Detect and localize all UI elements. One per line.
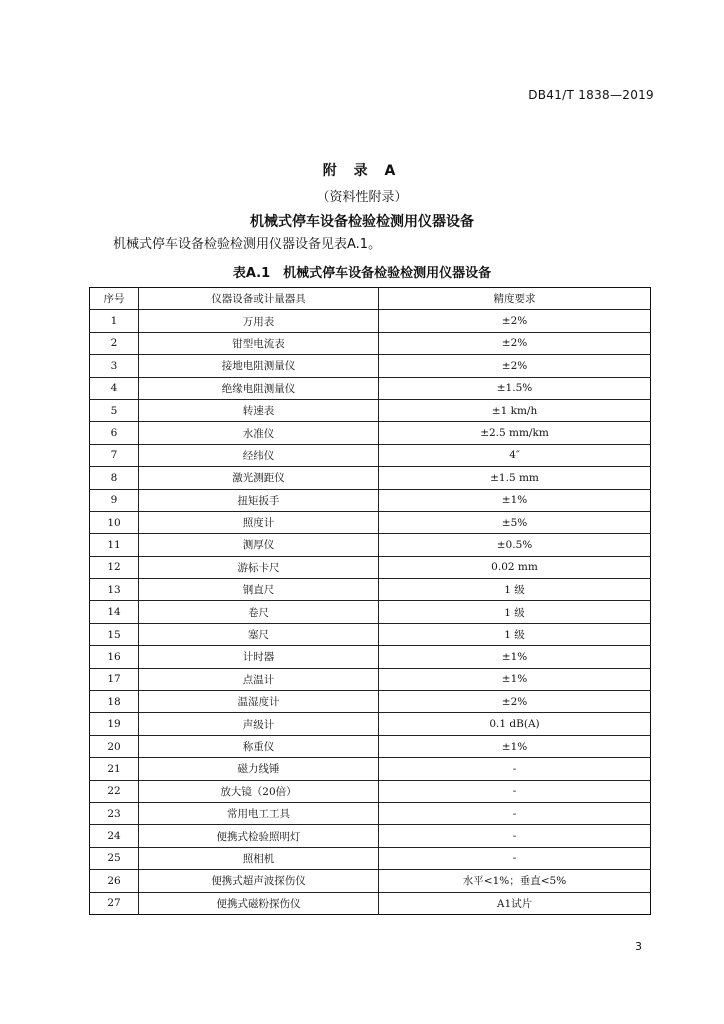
table-row <box>90 623 651 645</box>
table-row <box>90 511 651 533</box>
table-caption: 表A.1 机械式停车设备检验检测用仪器设备 <box>232 266 492 281</box>
cell-index: 13 <box>90 579 139 601</box>
cell-accuracy: 水平<1%；垂直<5% <box>379 870 651 892</box>
page-number: 3 <box>635 940 642 953</box>
table-header-row <box>90 288 651 310</box>
header-index: 序号 <box>90 288 139 310</box>
cell-index: 17 <box>90 668 139 690</box>
cell-instrument: 游标卡尺 <box>139 556 379 578</box>
cell-instrument: 塞尺 <box>139 623 379 645</box>
cell-accuracy: ±2% <box>379 691 651 713</box>
cell-instrument: 计时器 <box>139 646 379 668</box>
cell-index: 23 <box>90 802 139 824</box>
cell-instrument: 便携式检验照明灯 <box>139 825 379 847</box>
cell-index: 9 <box>90 489 139 511</box>
cell-accuracy: ±2.5 mm/km <box>379 422 651 444</box>
cell-accuracy: - <box>379 780 651 802</box>
cell-index: 6 <box>90 422 139 444</box>
cell-instrument: 钢直尺 <box>139 579 379 601</box>
cell-accuracy: ±1% <box>379 489 651 511</box>
header-accuracy: 精度要求 <box>379 288 651 310</box>
cell-instrument: 卷尺 <box>139 601 379 623</box>
cell-index: 8 <box>90 467 139 489</box>
cell-instrument: 放大镜（20倍） <box>139 780 379 802</box>
cell-instrument: 磁力线锤 <box>139 758 379 780</box>
cell-index: 12 <box>90 556 139 578</box>
table-row <box>90 489 651 511</box>
cell-accuracy: 0.1 dB(A) <box>379 713 651 735</box>
cell-accuracy: ±2% <box>379 310 651 332</box>
table-row <box>90 422 651 444</box>
cell-accuracy: ±1% <box>379 646 651 668</box>
table-row <box>90 444 651 466</box>
cell-index: 25 <box>90 847 139 869</box>
table-row <box>90 310 651 332</box>
cell-index: 2 <box>90 332 139 354</box>
table-row <box>90 579 651 601</box>
cell-accuracy: ±1.5 mm <box>379 467 651 489</box>
cell-accuracy: ±1 km/h <box>379 399 651 421</box>
standard-code: DB41/T 1838—2019 <box>528 88 654 102</box>
table-row <box>90 713 651 735</box>
table-row <box>90 780 651 802</box>
cell-index: 10 <box>90 511 139 533</box>
table-row <box>90 758 651 780</box>
instrument-table <box>89 287 651 915</box>
cell-index: 7 <box>90 444 139 466</box>
cell-instrument: 水准仪 <box>139 422 379 444</box>
cell-index: 16 <box>90 646 139 668</box>
cell-instrument: 接地电阻测量仪 <box>139 355 379 377</box>
cell-accuracy: 1 级 <box>379 623 651 645</box>
cell-instrument: 激光测距仪 <box>139 467 379 489</box>
cell-accuracy: ±0.5% <box>379 534 651 556</box>
cell-accuracy: - <box>379 847 651 869</box>
table-row <box>90 399 651 421</box>
cell-instrument: 温湿度计 <box>139 691 379 713</box>
table-row <box>90 332 651 354</box>
cell-index: 3 <box>90 355 139 377</box>
table-row <box>90 556 651 578</box>
appendix-title: 机械式停车设备检验检测用仪器设备 <box>250 214 474 230</box>
table-row <box>90 534 651 556</box>
cell-accuracy: A1试片 <box>379 892 651 914</box>
cell-index: 5 <box>90 399 139 421</box>
cell-index: 24 <box>90 825 139 847</box>
cell-instrument: 点温计 <box>139 668 379 690</box>
cell-accuracy: 1 级 <box>379 601 651 623</box>
cell-instrument: 绝缘电阻测量仪 <box>139 377 379 399</box>
cell-instrument: 便携式超声波探伤仪 <box>139 870 379 892</box>
cell-accuracy: 4″ <box>379 444 651 466</box>
table-row <box>90 377 651 399</box>
cell-instrument: 便携式磁粉探伤仪 <box>139 892 379 914</box>
header-instrument: 仪器设备或计量器具 <box>139 288 379 310</box>
table-row <box>90 802 651 824</box>
cell-instrument: 照相机 <box>139 847 379 869</box>
appendix-type: （资料性附录） <box>316 190 408 205</box>
appendix-label: 附 录 A <box>322 163 402 179</box>
table-row <box>90 668 651 690</box>
cell-instrument: 常用电工工具 <box>139 802 379 824</box>
cell-index: 1 <box>90 310 139 332</box>
cell-index: 22 <box>90 780 139 802</box>
cell-index: 20 <box>90 735 139 757</box>
cell-accuracy: ±2% <box>379 355 651 377</box>
cell-index: 11 <box>90 534 139 556</box>
cell-accuracy: 1 级 <box>379 579 651 601</box>
table-row <box>90 825 651 847</box>
cell-accuracy: ±2% <box>379 332 651 354</box>
cell-index: 15 <box>90 623 139 645</box>
cell-index: 21 <box>90 758 139 780</box>
table-row <box>90 892 651 914</box>
cell-accuracy: ±1% <box>379 668 651 690</box>
table-row <box>90 847 651 869</box>
table-row <box>90 467 651 489</box>
cell-instrument: 万用表 <box>139 310 379 332</box>
cell-accuracy: - <box>379 802 651 824</box>
cell-index: 18 <box>90 691 139 713</box>
intro-paragraph: 机械式停车设备检验检测用仪器设备见表A.1。 <box>113 237 382 252</box>
table-row <box>90 355 651 377</box>
cell-accuracy: ±1.5% <box>379 377 651 399</box>
appendix-heading <box>0 160 724 231</box>
cell-instrument: 照度计 <box>139 511 379 533</box>
cell-accuracy: 0.02 mm <box>379 556 651 578</box>
cell-instrument: 测厚仪 <box>139 534 379 556</box>
cell-index: 27 <box>90 892 139 914</box>
table-row <box>90 870 651 892</box>
cell-instrument: 扭矩扳手 <box>139 489 379 511</box>
cell-index: 19 <box>90 713 139 735</box>
cell-instrument: 钳型电流表 <box>139 332 379 354</box>
cell-instrument: 转速表 <box>139 399 379 421</box>
table-row <box>90 646 651 668</box>
cell-accuracy: - <box>379 758 651 780</box>
cell-accuracy: ±1% <box>379 735 651 757</box>
cell-index: 26 <box>90 870 139 892</box>
cell-accuracy: ±5% <box>379 511 651 533</box>
cell-index: 4 <box>90 377 139 399</box>
table-row <box>90 601 651 623</box>
cell-instrument: 称重仪 <box>139 735 379 757</box>
cell-instrument: 经纬仪 <box>139 444 379 466</box>
cell-instrument: 声级计 <box>139 713 379 735</box>
cell-index: 14 <box>90 601 139 623</box>
table-row <box>90 735 651 757</box>
cell-accuracy: - <box>379 825 651 847</box>
table-row <box>90 691 651 713</box>
